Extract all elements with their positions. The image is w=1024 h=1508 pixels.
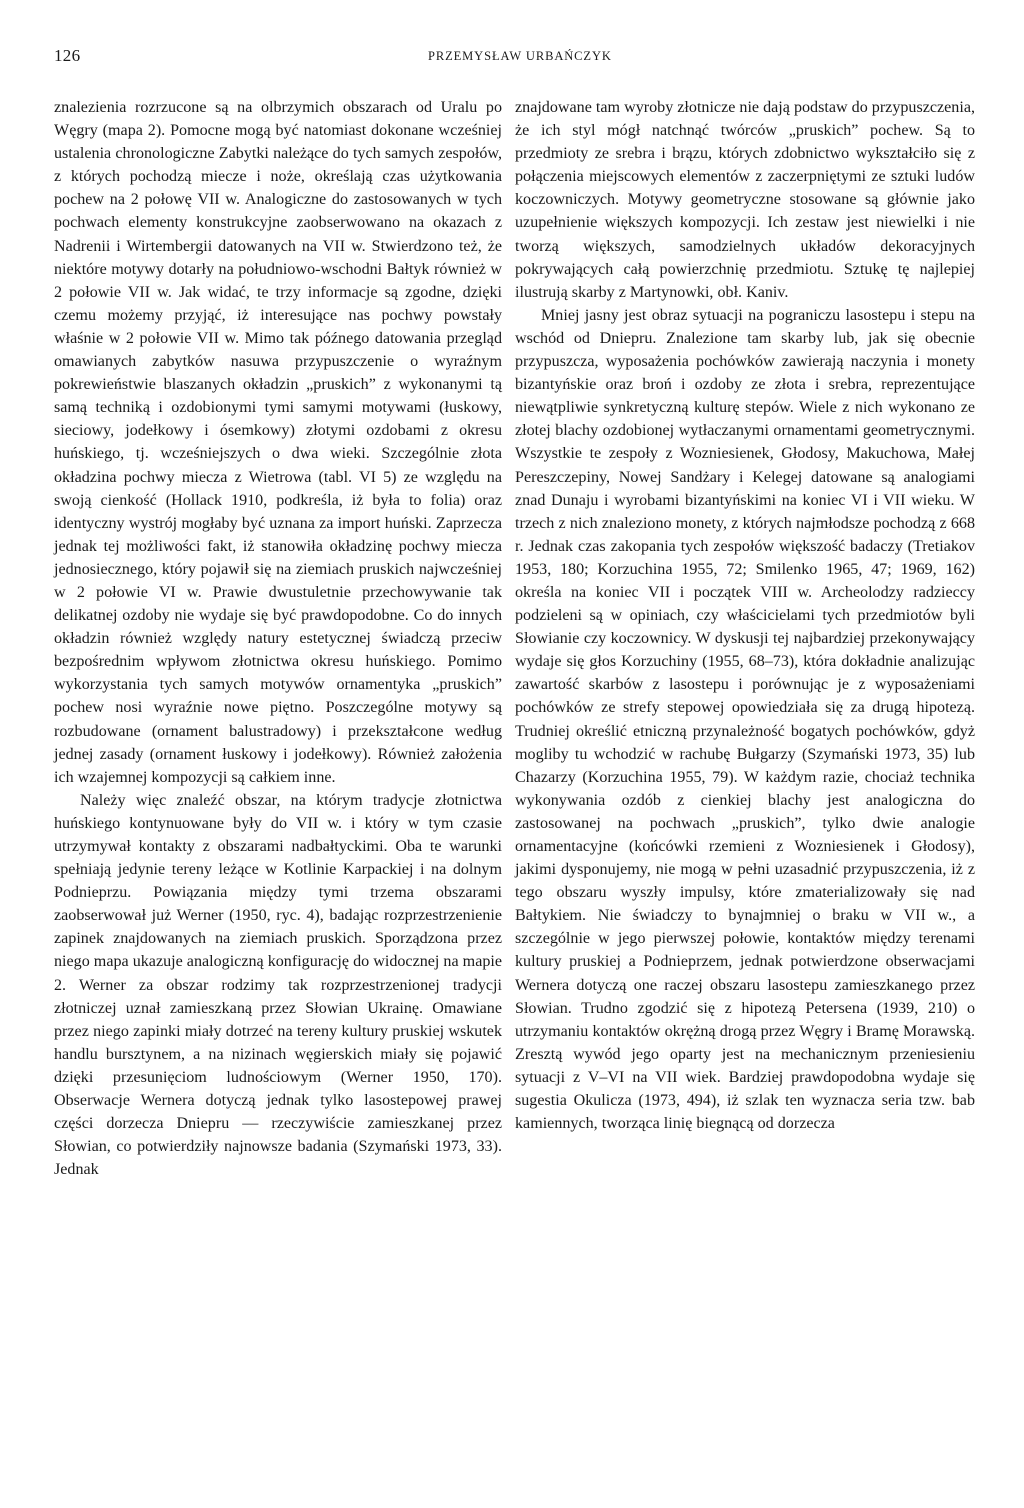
- paragraph: znajdowane tam wyroby złotnicze nie dają podstaw do przypuszczenia, że ich styl mógł natchnąć twórców „pruskich” pochew. Są to przedmioty ze srebra i brązu, których zdobnictwo wykształciło się z połączenia miejscowych elementów z zaczerpniętymi ze sztuki ludów koczowniczych. Motywy geometryczne stosowane są głównie jako uzupełnienie większych kompozycji. Ich zestaw jest niewielki i nie tworzą większych, samodzielnych układów dekoracyjnych pokrywających całą powierzchnię przedmiotu. Sztukę tę najlepiej ilustrują skarby z Martynowki, obł. Kaniv.: [515, 99, 975, 301]
- paragraph: Należy więc znaleźć obszar, na którym tradycje złotnictwa huńskiego kontynuowane były do VII w. i który w tym czasie utrzymywał kontakty z obszarami nadbałtyckimi. Oba te warunki spełniają jedynie tereny leżące w Kotlinie Karpackiej i na dolnym Podnieprzu. Powiązania między tymi trzema obszarami zaobserwował już Werner (1950, ryc. 4), badając rozprzestrzenienie zapinek znajdowanych na ziemiach pruskich. Sporządzona przez niego mapa ukazuje analogiczną konfigurację do widocznej na mapie 2. Werner za obszar rodzimy tak rozprzestrzenionej tradycji złotniczej uznał zamieszkaną przez Słowian Ukrainę. Omawiane przez niego zapinki miały dotrzeć na tereny kultury pruskiej wskutek handlu bursztynem, a na nizinach węgierskich miały się pojawić dzięki przesunięciom ludnościowym (Werner 1950, 170). Obserwacje Wernera dotyczą jednak tylko lasostepowej prawej części dorzecza Dniepru — rzeczywiście zamieszkanej przez Słowian, co potwierdziły najnowsze badania (Szymański 1973, 33). Jednak: [54, 791, 502, 1179]
- left-column: [54, 96, 502, 1181]
- paragraph: znalezienia rozrzucone są na olbrzymich obszarach od Uralu po Węgry (mapa 2). Pomocne mogą być natomiast dokonane wcześniej ustalenia chronologiczne Zabytki należące do tych samych zespołów, z których pochodzą miecze i noże, określają czas użytkowania pochew na 2 połowę VII w. Analogiczne do zastosowanych w tych pochwach elementy konstrukcyjne zaobserwowano na okazach z Nadrenii i Wirtembergii datowanych na VII w. Stwierdzono też, że niektóre motywy dotarły na południowo-wschodni Bałtyk również w 2 połowie VII w. Jak widać, te trzy informacje są zgodne, dzięki czemu możemy przyjąć, iż interesujące nas pochwy powstały właśnie w 2 połowie VII w. Mimo tak późnego datowania przegląd omawianych zabytków nasuwa przypuszczenie o wyraźnym pokrewieństwie blaszanych okładzin „pruskich” z wykonanymi tą samą techniką i ozdobionymi tymi samymi motywami (łuskowy, sieciowy, jodełkowy i ósemkowy) złotymi ozdobami z okresu huńskiego, tj. wcześniejszych o dwa wieki. Szczególnie złota okładzina pochwy miecza z Wietrowa (tabl. VI 5) ze względu na swoją cienkość (Hollack 1910, podkreśla, iż była to folia) oraz identyczny wystrój mogłaby być uznana za import huński. Zaprzecza jednak tej możliwości fakt, iż stanowiła okładzinę pochwy miecza jednosiecznego, który pojawił się na ziemiach pruskich najwcześniej w 2 połowie VI w. Prawie dwustuletnie przechowywanie tak delikatnej ozdoby nie wydaje się być prawdopodobne. Co do innych okładzin również względy natury estetycznej świadczą przeciw bezpośrednim wpływom złotnictwa okresu huńskiego. Pomimo wykorzystania tych samych motywów ornamentyka „pruskich” pochew nosi wyraźnie nowe piętno. Poszczególne motywy są rozbudowane (ornament balustradowy) i przekształcone według jednej zasady (ornament łuskowy i jodełkowy). Również założenia ich wzajemnej kompozycji są całkiem inne.: [54, 99, 502, 786]
- page-header: [54, 46, 970, 70]
- paragraph: Mniej jasny jest obraz sytuacji na pograniczu lasostepu i stepu na wschód od Dniepru. Znalezione tam skarby lub, jak się obecnie przypuszcza, wyposażenia pochówków zawierają naczynia i monety bizantyńskie oraz broń i ozdoby ze złota i srebra, reprezentujące niewątpliwie synkretyczną kulturę stepów. Wiele z nich wykonano ze złotej blachy ozdobionej wytłaczanymi ornamentami geometrycznymi. Wszystkie te zespoły z Wozniesienek, Głodosy, Makuchowa, Małej Pereszczepiny, Nowej Sandżary i Kelegej datowane są analogiami znad Dunaju i wyrobami bizantyńskimi na koniec VI i VII wieku. W trzech z nich znaleziono monety, z których najmłodsze pochodzą z 668 r. Jednak czas zakopania tych zespołów większość badaczy (Tretiakov 1953, 180; Korzuchina 1955, 72; Smilenko 1965, 47; 1969, 162) określa na koniec VII i początek VIII w. Archeolodzy radzieccy podzieleni są w opiniach, czy właścicielami tych przedmiotów byli Słowianie czy koczownicy. W dyskusji tej najbardziej przekonywający wydaje się głos Korzuchiny (1955, 68–73), która dokładnie analizując zawartość skarbów z lasostepu i porównując je z wyposażeniami pochówków ze strefy stepowej opowiedziała się za drugą hipotezą. Trudniej określić etniczną przynależność bogatych pochówków, gdyż mogliby tu wchodzić w rachubę Bułgarzy (Szymański 1973, 35) lub Chazarzy (Korzuchina 1955, 79). W każdym razie, chociaż technika wykonywania ozdób z cienkiej blachy jest analogiczna do zastosowanej na pochwach „pruskich”, tylko dwie analogie ornamentacyjne (końcówki rzemieni z Wozniesienek i Głodosy), jakimi dysponujemy, nie mogą w pełni uzasadnić przypuszczenia, iż z tego obszaru wyszły impulsy, które zmaterializowały się nad Bałtykiem. Nie świadczy to bynajmniej o braku w VII w., a szczególnie w jego pierwszej połowie, kontaktów między terenami kultury pruskiej a Podnieprzem, jednak potwierdzone obserwacjami Wernera dotyczą one raczej obszaru lasostepu zamieszkanego przez Słowian. Trudno zgodzić się z hipotezą Petersena (1939, 210) o utrzymaniu kontaktów okrężną drogą przez Węgry i Bramę Morawską. Zresztą wywód jego oparty jest na mechanicznym przeniesieniu sytuacji z V–VI na VII wiek. Bardziej prawdopodobna wydaje się sugestia Okulicza (1973, 494), iż szlak ten wyznacza seria tzw. bab kamiennych, tworząca linię biegnącą od dorzecza: [515, 306, 975, 1133]
- right-column: [515, 96, 975, 1135]
- running-head: PRZEMYSŁAW URBAŃCZYK: [428, 49, 612, 63]
- page-number: 126: [54, 46, 81, 65]
